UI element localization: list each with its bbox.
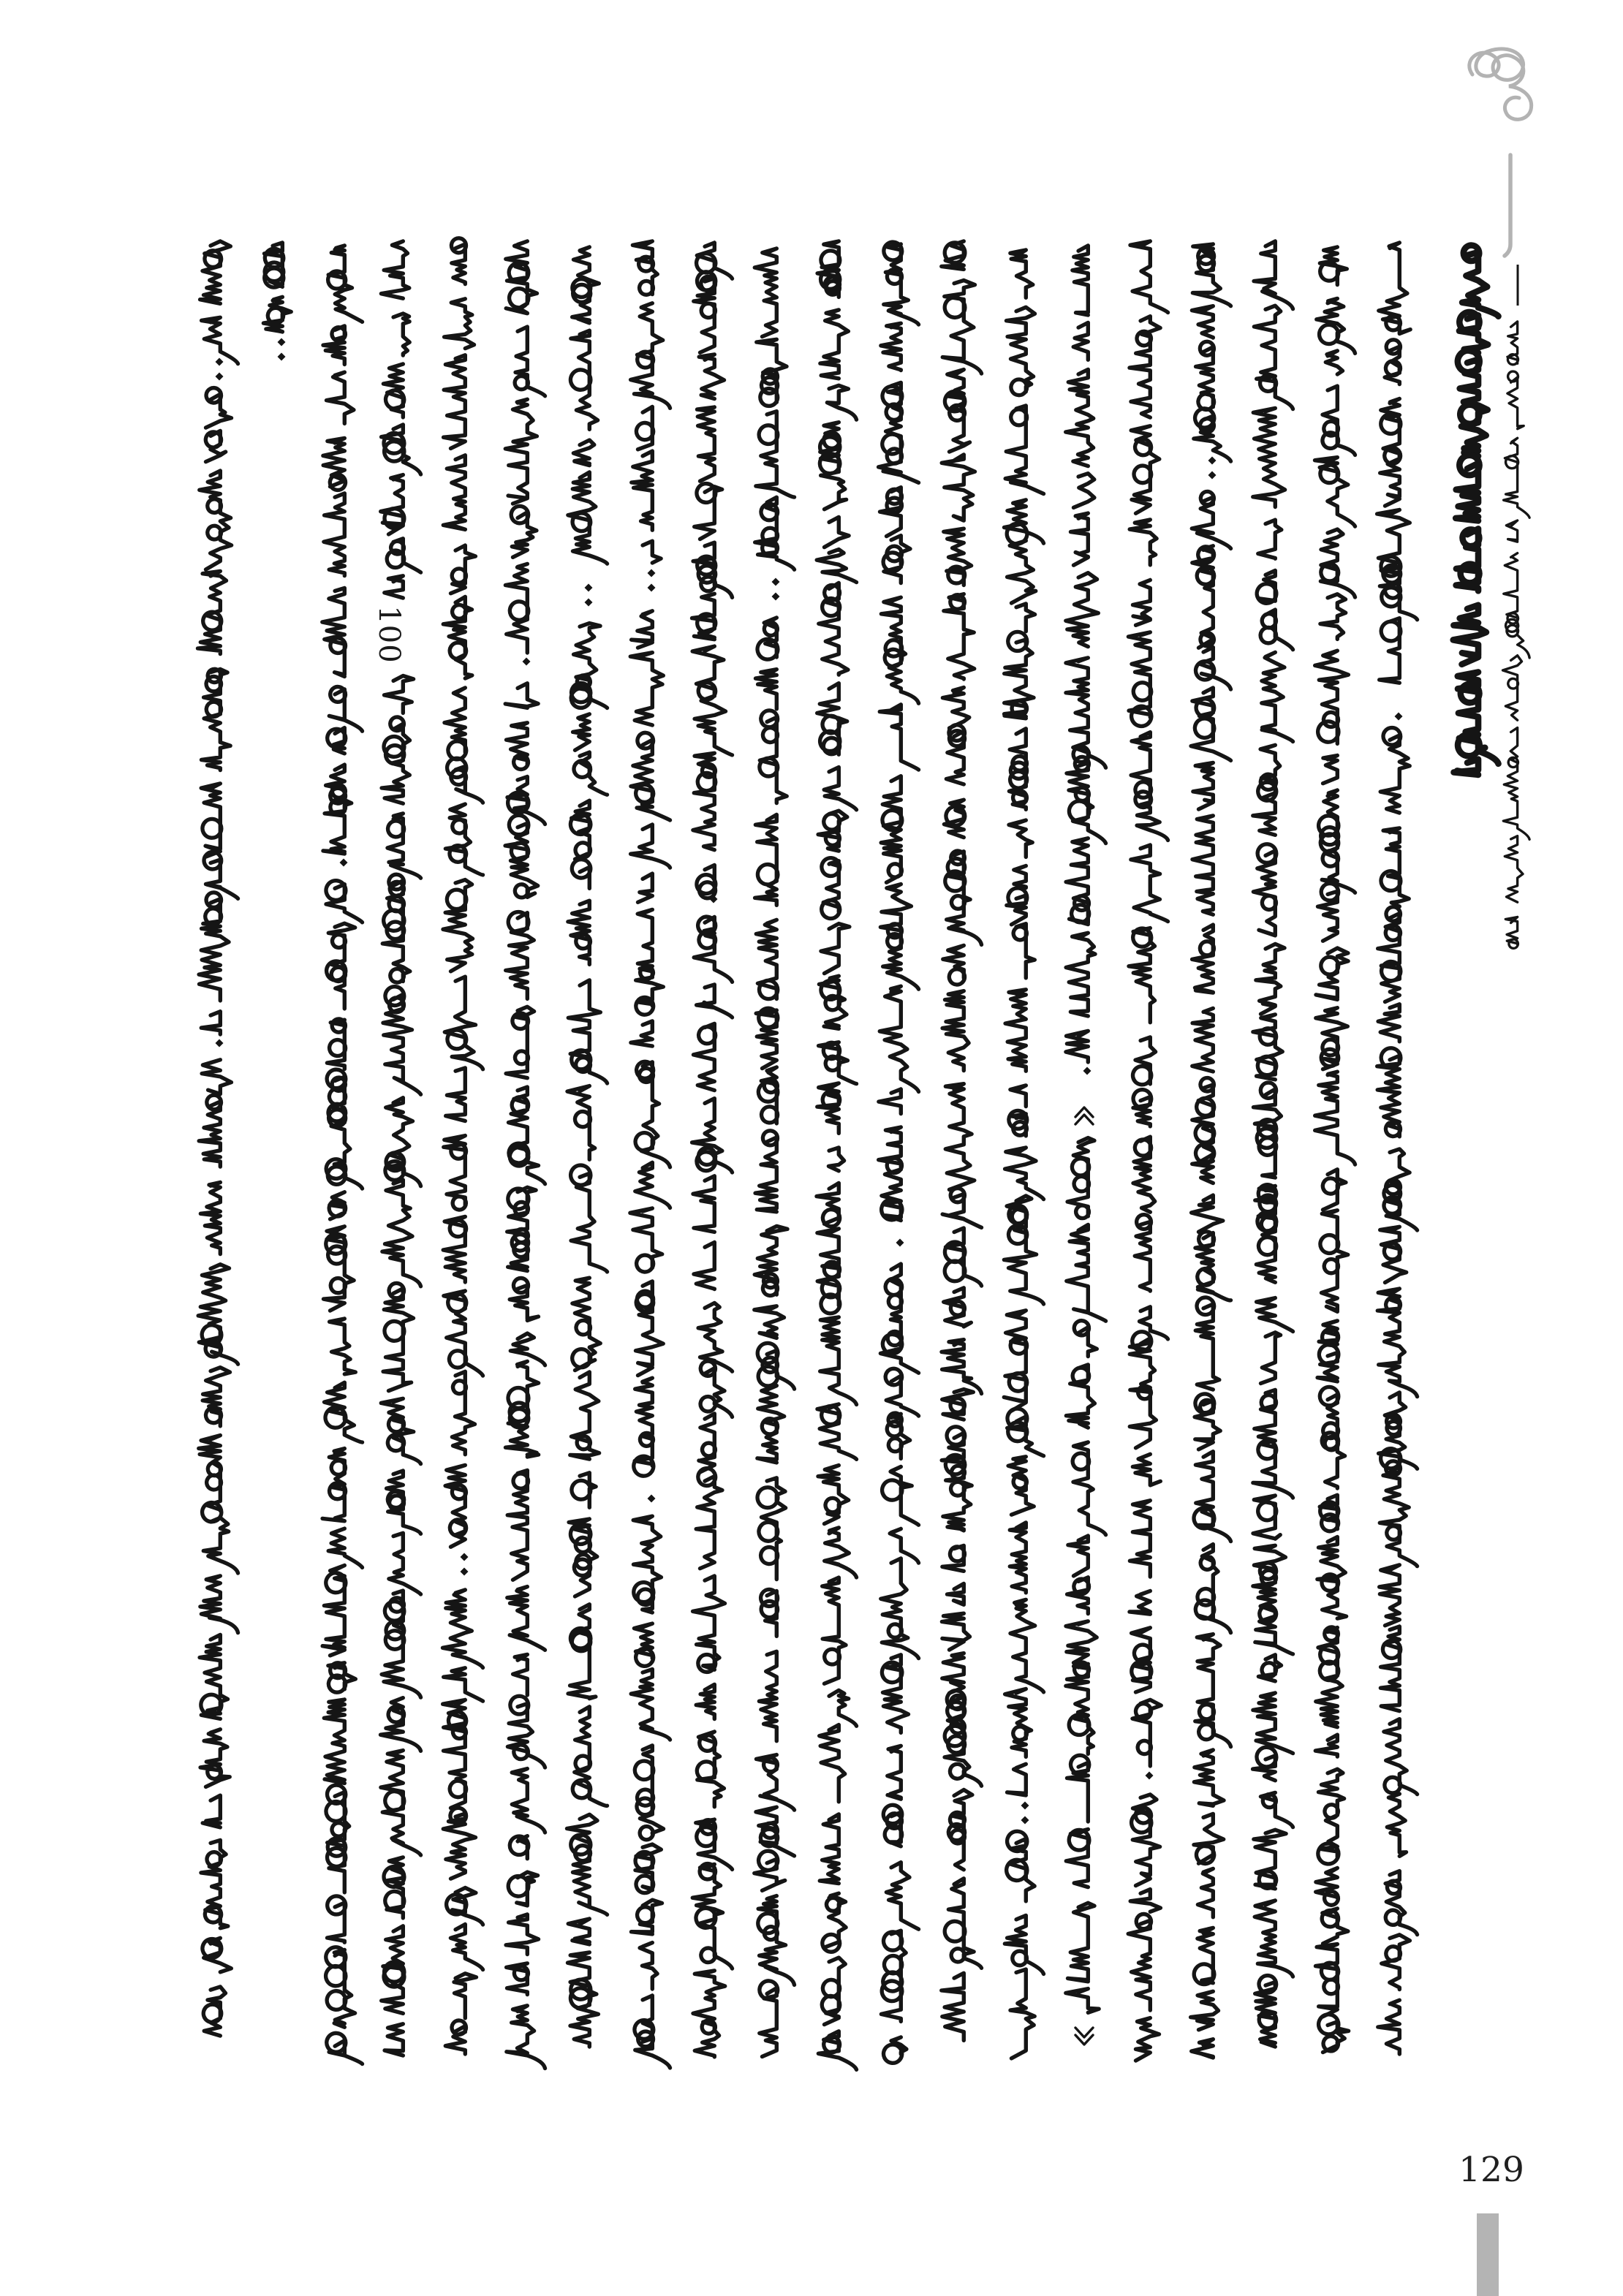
body-text-column-12 bbox=[879, 242, 919, 2063]
chapter-title-column bbox=[1453, 246, 1499, 775]
body-text-column-15 bbox=[1066, 246, 1106, 2045]
page-edge-bar bbox=[1477, 2213, 1499, 2296]
body-text-column-10 bbox=[754, 249, 795, 2057]
body-text-column-11 bbox=[817, 241, 857, 2069]
body-text-column-3 bbox=[322, 246, 363, 2064]
body-text-column-16 bbox=[1128, 241, 1168, 2061]
body-text-column-1 bbox=[198, 241, 238, 2036]
page-number: 129 bbox=[1459, 2149, 1524, 2190]
inline-number-100: 100 bbox=[372, 605, 406, 664]
body-text-column-20 bbox=[1377, 243, 1418, 2054]
byline-column bbox=[1503, 265, 1530, 948]
body-text-column-19 bbox=[1315, 247, 1355, 2053]
body-text-column-14 bbox=[1004, 250, 1043, 2058]
body-text-column-6 bbox=[505, 241, 545, 2069]
flourish-ornament-icon bbox=[1469, 49, 1532, 256]
body-text-column-4 bbox=[381, 241, 421, 2056]
body-text-column-8 bbox=[630, 241, 670, 2068]
body-text-column-9 bbox=[692, 243, 733, 2057]
body-text-column-18 bbox=[1253, 241, 1293, 2047]
body-text-column-2 bbox=[263, 243, 291, 361]
body-text-column-7 bbox=[567, 247, 608, 2047]
body-text-column-13 bbox=[942, 241, 982, 2040]
body-text-column-5 bbox=[443, 238, 483, 2054]
body-text-column-17 bbox=[1191, 244, 1231, 2058]
